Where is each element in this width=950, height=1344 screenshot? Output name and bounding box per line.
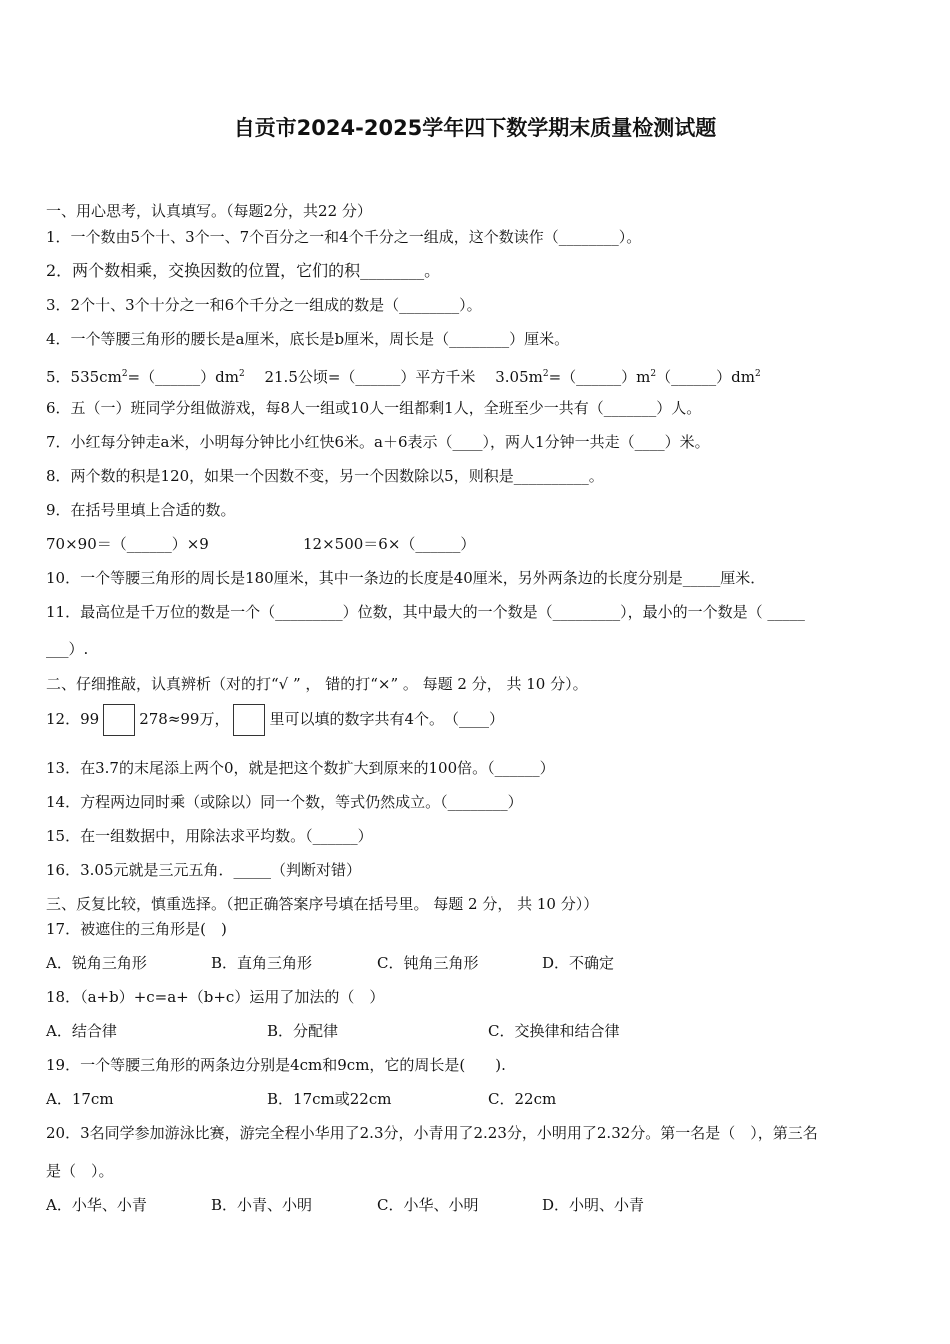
question-18: 18．（a+b）+c=a+（b+c）运用了加法的（ ） <box>46 988 385 1006</box>
q20-option-a[interactable]: A．小华、小青 <box>46 1196 147 1214</box>
q19-option-c[interactable]: C．22cm <box>488 1090 557 1108</box>
q18-option-a[interactable]: A．结合律 <box>46 1022 117 1040</box>
q5-part-b: =（______）dm <box>127 368 239 386</box>
question-5 <box>46 363 761 388</box>
q5-part-c: 21.5公顷=（______）平方千米 <box>264 368 476 386</box>
question-6: 6．五（一）班同学分组做游戏，每8人一组或10人一组都剩1人，全班至少一共有（_______）人。 <box>46 399 702 417</box>
superscript: 2 <box>542 369 549 379</box>
q19-option-a[interactable]: A．17cm <box>46 1090 114 1108</box>
q12-part-b: 278≈99万， <box>139 710 230 728</box>
page-title: 自贡市2024-2025学年四下数学期末质量检测试题 <box>233 116 717 140</box>
question-11: 11．最高位是千万位的数是一个（_________）位数，其中最大的一个数是（_________），最小的一个数是（ _____ <box>46 603 805 621</box>
question-3: 3．2个十、3个十分之一和6个千分之一组成的数是（________）。 <box>46 296 482 314</box>
section-3-heading: 三、反复比较，慎重选择。（把正确答案序号填在括号里。 每题 2 分， 共 10 分）） <box>46 895 599 913</box>
superscript: 2 <box>650 369 657 379</box>
q17-option-d[interactable]: D．不确定 <box>542 954 615 972</box>
question-10: 10．一个等腰三角形的周长是180厘米，其中一条边的长度是40厘米，另外两条边的长度分别是_____厘米． <box>46 569 766 587</box>
section-2-heading: 二、仔细推敲，认真辨析（对的打“√ ” ， 错的打“×” 。 每题 2 分， 共 10 分）。 <box>46 675 588 693</box>
q5-part-f: （______）dm <box>656 368 755 386</box>
q18-option-b[interactable]: B．分配律 <box>267 1022 339 1040</box>
question-20: 20．3名同学参加游泳比赛，游完全程小华用了2.3分，小青用了2.23分，小明用了2.32分。第一名是（ ），第三名 <box>46 1124 818 1142</box>
q20-option-d[interactable]: D．小明、小青 <box>542 1196 645 1214</box>
q18-option-c[interactable]: C．交换律和结合律 <box>488 1022 620 1040</box>
question-17: 17．被遮住的三角形是( ) <box>46 920 227 938</box>
blank-box[interactable] <box>103 704 135 736</box>
question-7: 7．小红每分钟走a米，小明每分钟比小红快6米。a＋6表示（____），两人1分钟一共走（____）米。 <box>46 433 710 451</box>
question-9: 9．在括号里填上合适的数。 <box>46 501 236 519</box>
question-14: 14．方程两边同时乘（或除以）同一个数，等式仍然成立。（________） <box>46 793 523 811</box>
question-11-continued: ___）. <box>46 640 89 658</box>
question-8: 8．两个数的积是120，如果一个因数不变，另一个因数除以5，则积是__________。 <box>46 467 604 485</box>
question-2: 2．两个数相乘，交换因数的位置，它们的积________。 <box>46 261 441 280</box>
q17-option-a[interactable]: A．锐角三角形 <box>46 954 147 972</box>
question-1: 1．一个数由5个十、3个一、7个百分之一和4个千分之一组成，这个数读作（________）。 <box>46 228 642 246</box>
q17-option-b[interactable]: B．直角三角形 <box>211 954 313 972</box>
blank-box[interactable] <box>233 704 265 736</box>
q12-part-a: 12．99 <box>46 710 100 728</box>
question-19: 19．一个等腰三角形的两条边分别是4cm和9cm，它的周长是( ). <box>46 1056 506 1074</box>
superscript: 2 <box>754 369 761 379</box>
q5-part-a: 5．535cm <box>46 368 122 386</box>
question-4: 4．一个等腰三角形的腰长是a厘米，底长是b厘米，周长是（________）厘米。 <box>46 330 570 348</box>
superscript: 2 <box>238 369 245 379</box>
question-13: 13．在3.7的末尾添上两个0，就是把这个数扩大到原来的100倍。（______） <box>46 759 555 777</box>
question-9b: 12×500＝6×（______） <box>303 535 476 553</box>
q12-part-c: 里可以填的数字共有4个。 （____） <box>269 710 505 728</box>
q5-part-d: 3.05m <box>495 368 543 386</box>
q5-part-e: =（______）m <box>548 368 651 386</box>
section-1-heading: 一、用心思考，认真填写。（每题2分，共22 分） <box>46 202 372 220</box>
q20-option-c[interactable]: C．小华、小明 <box>377 1196 479 1214</box>
question-16: 16．3.05元就是三元五角．_____（判断对错） <box>46 861 361 879</box>
question-15: 15．在一组数据中，用除法求平均数。（______） <box>46 827 373 845</box>
question-9a: 70×90＝（______）×9 <box>46 535 209 553</box>
q19-option-b[interactable]: B．17cm或22cm <box>267 1090 392 1108</box>
question-12 <box>46 702 504 736</box>
superscript: 2 <box>121 369 128 379</box>
question-20-continued: 是（ ）。 <box>46 1162 114 1180</box>
q20-option-b[interactable]: B．小青、小明 <box>211 1196 313 1214</box>
q17-option-c[interactable]: C．钝角三角形 <box>377 954 479 972</box>
